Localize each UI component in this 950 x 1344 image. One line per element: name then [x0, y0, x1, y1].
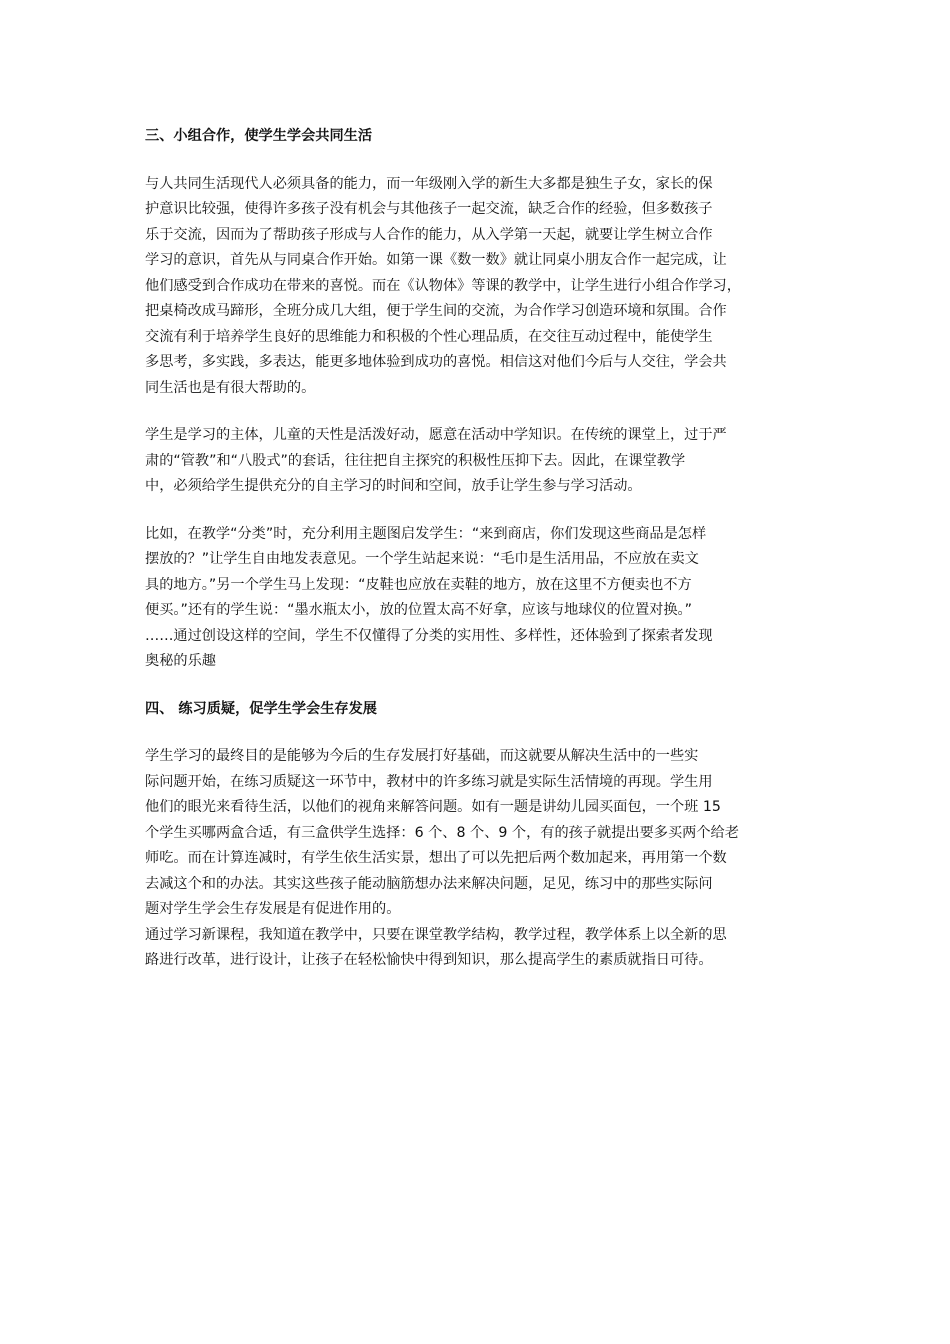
text-line: 与人共同生活现代人必须具备的能力，而一年级刚入学的新生大多都是独生子女，家长的保 — [145, 175, 713, 192]
text-line: 比如，在教学“分类”时，充分利用主题图启发学生：“来到商店，你们发现这些商品是怎样 — [145, 525, 707, 542]
text-line: 他们的眼光来看待生活，以他们的视角来解答问题。如有一题是讲幼儿园买面包，一个班 15 — [145, 799, 721, 815]
text-line: 个学生买哪两盒合适，有三盒供学生选择：6 个、8 个、9 个，有的孩子就提出要多买两个给老 — [145, 824, 739, 841]
text-line: 中，必须给学生提供充分的自主学习的时间和空间，放手让学生参与学习活动。 — [145, 478, 642, 494]
text-line: 学生是学习的主体，儿童的天性是活泼好动，愿意在活动中学知识。在传统的课堂上，过于严 — [145, 427, 727, 443]
section-3-paragraph-3 — [145, 522, 813, 675]
text-line: 路进行改革，进行设计，让孩子在轻松愉快中得到知识，那么提高学生的素质就指日可待。 — [145, 952, 713, 968]
text-line: 把桌椅改成马蹄形，全班分成几大组，便于学生间的交流，为合作学习创造环境和氛围。合作 — [145, 303, 727, 319]
text-line: 摆放的？”让学生自由地发表意见。一个学生站起来说：“毛巾是生活用品，不应放在卖文 — [145, 551, 699, 567]
text-line: 学生学习的最终目的是能够为今后的生存发展打好基础，而这就要从解决生活中的一些实 — [145, 748, 699, 764]
text-line: 他们感受到合作成功在带来的喜悦。而在《认物体》等课的教学中，让学生进行小组合作学习， — [145, 277, 741, 294]
text-line: 奥秘的乐趣 — [145, 653, 216, 669]
text-line: 题对学生学会生存发展是有促进作用的。 — [145, 901, 401, 917]
text-line: 乐于交流，因而为了帮助孩子形成与人合作的能力，从入学第一天起，就要让学生树立合作 — [145, 226, 713, 243]
text-line: 去减这个和的办法。其实这些孩子能动脑筋想办法来解决问题，足见，练习中的那些实际问 — [145, 875, 713, 892]
text-line: ……通过创设这样的空间，学生不仅懂得了分类的实用性、多样性，还体验到了探索者发现 — [145, 627, 713, 644]
section-4-paragraph-1 — [145, 744, 813, 923]
text-line: 肃的“管教”和“八股式”的套话，往往把自主探究的积极性压抑下去。因此，在课堂教学 — [145, 452, 686, 469]
text-line: 护意识比较强，使得许多孩子没有机会与其他孩子一起交流，缺乏合作的经验，但多数孩子 — [145, 201, 713, 217]
text-line: 多思考，多实践，多表达，能更多地体验到成功的喜悦。相信这对他们今后与人交往，学会共 — [145, 354, 727, 370]
section-3-paragraph-1 — [145, 172, 813, 402]
text-line: 具的地方。”另一个学生马上发现：“皮鞋也应放在卖鞋的地方，放在这里不方便卖也不方 — [145, 576, 692, 593]
text-line: 便买。”还有的学生说：“墨水瓶太小，放的位置太高不好拿，应该与地球仪的位置对换。” — [145, 602, 692, 618]
section-3-heading: 三、小组合作，使学生学会共同生活 — [145, 128, 373, 144]
section-3-paragraph-2 — [145, 423, 813, 500]
document-body — [145, 124, 813, 996]
text-line: 学习的意识，首先从与同桌合作开始。如第一课《数一数》就让同桌小朋友合作一起完成，让 — [145, 252, 727, 268]
text-line: 通过学习新课程，我知道在教学中，只要在课堂教学结构，教学过程，教学体系上以全新的思 — [145, 926, 727, 943]
text-line: 师吃。而在计算连减时，有学生依生活实景，想出了可以先把后两个数加起来，再用第一个数 — [145, 850, 727, 866]
text-line: 交流有利于培养学生良好的思维能力和积极的个性心理品质，在交往互动过程中，能使学生 — [145, 328, 713, 345]
text-line: 际问题开始，在练习质疑这一环节中，教材中的许多练习就是实际生活情境的再现。学生用 — [145, 773, 713, 790]
section-4-paragraph-2 — [145, 923, 813, 974]
section-4-heading: 四、 练习质疑，促学生学会生存发展 — [145, 700, 377, 717]
text-line: 同生活也是有很大帮助的。 — [145, 379, 316, 396]
